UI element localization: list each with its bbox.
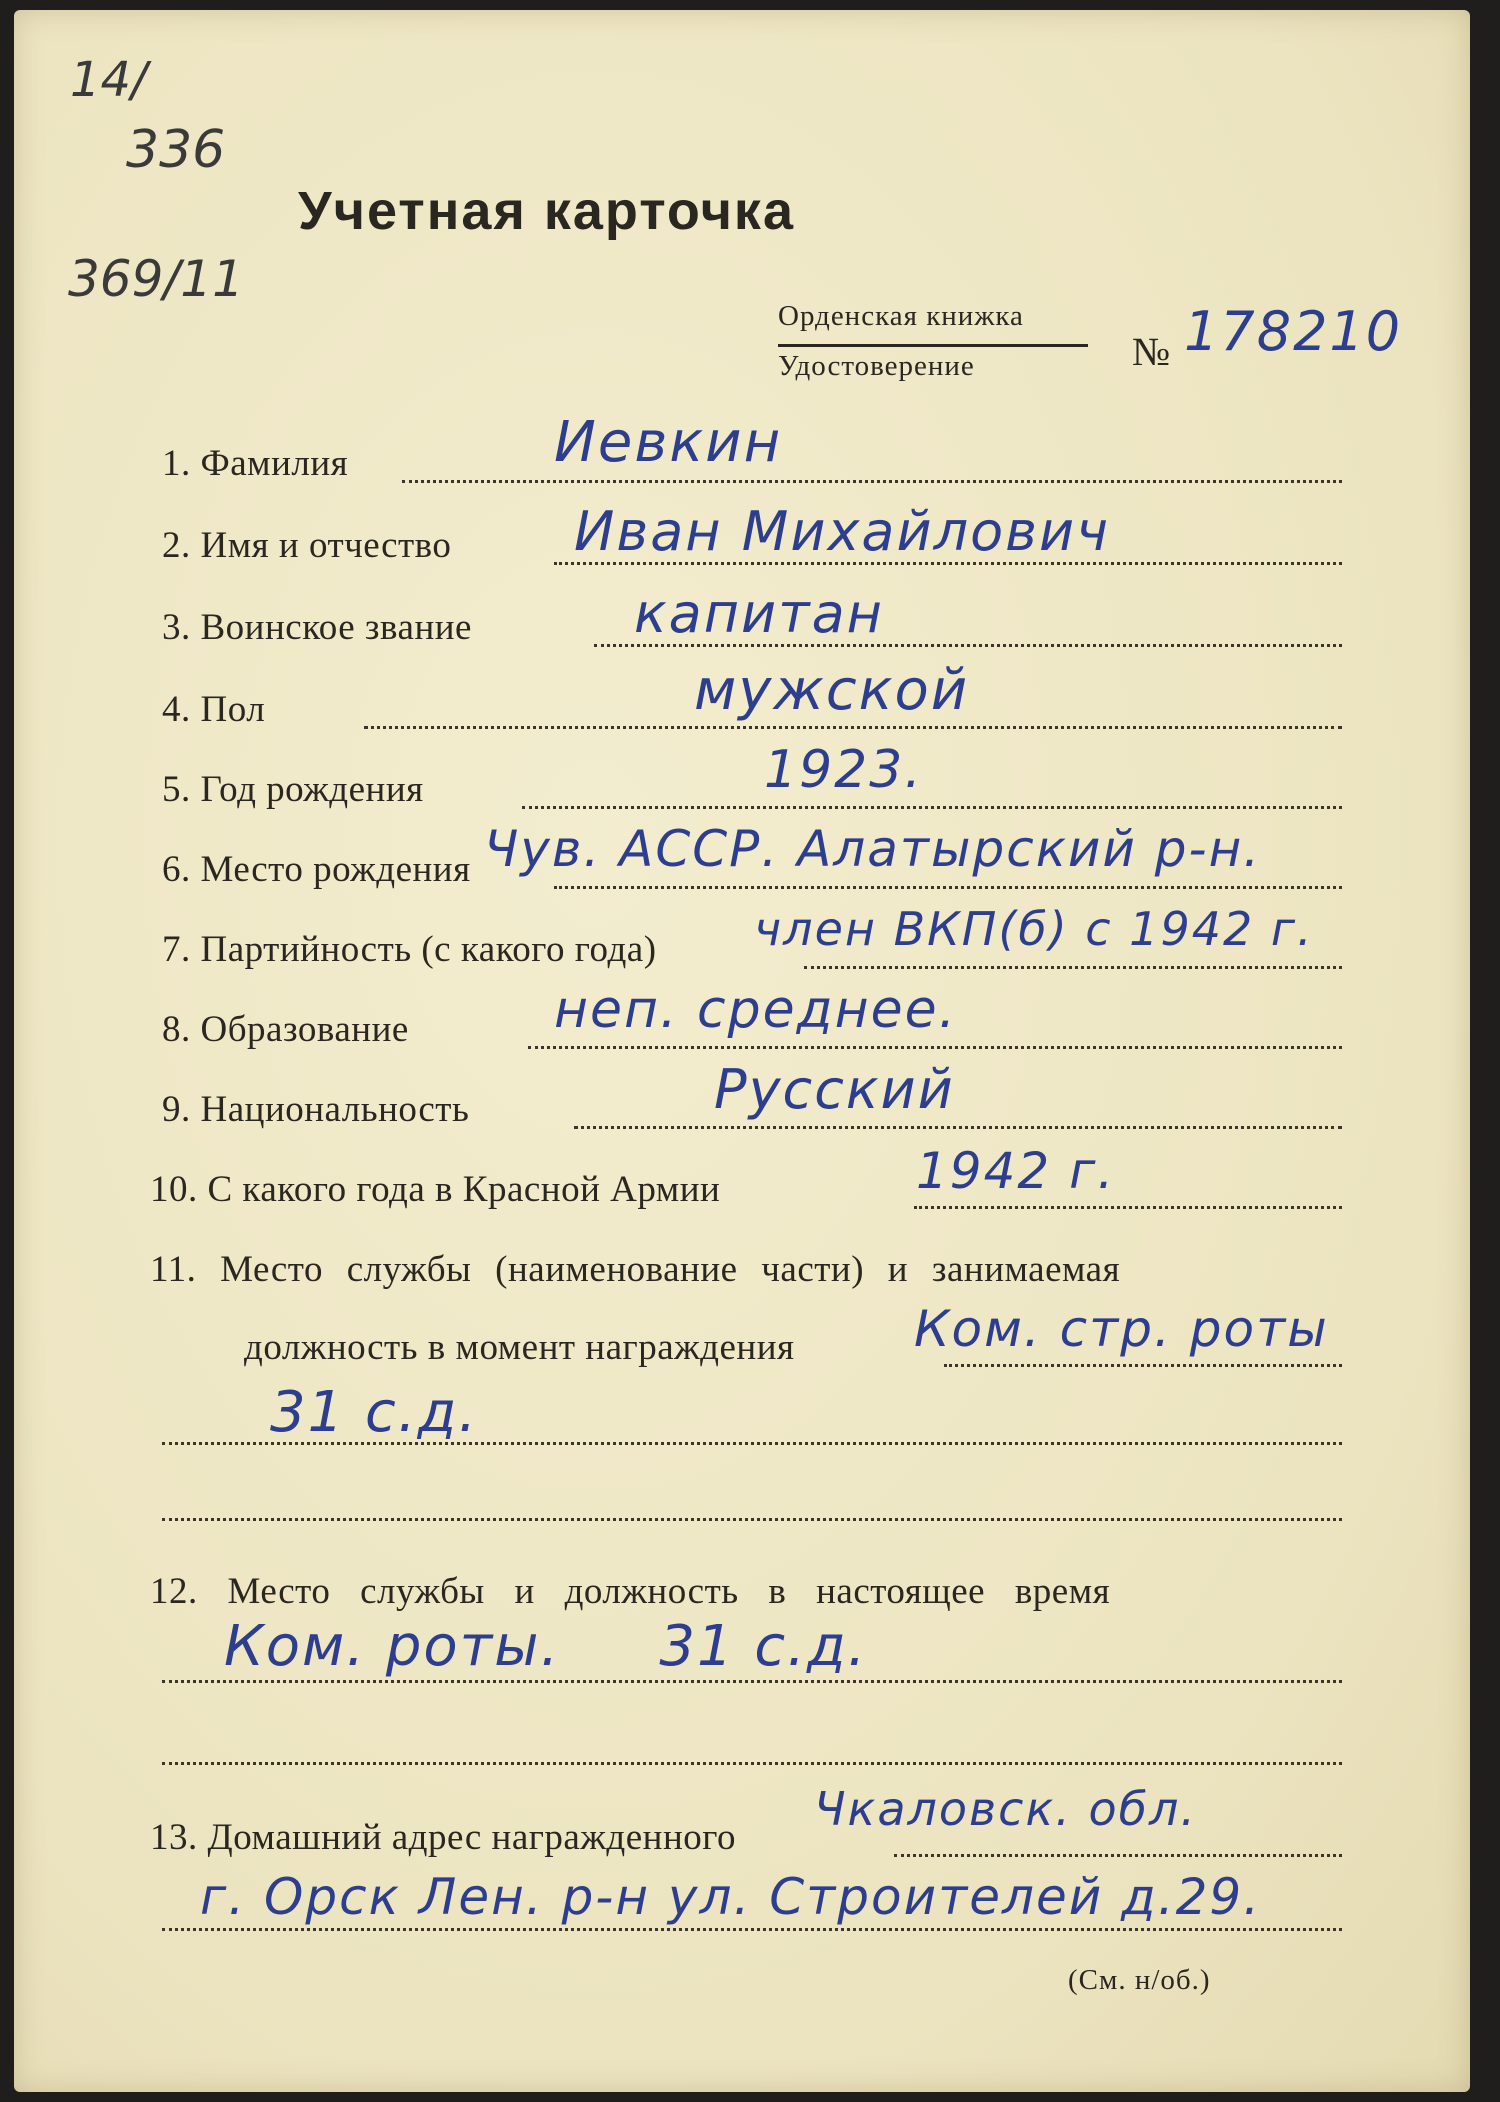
field13-value-address: г. Орск Лен. р-н ул. Строителей д.29. xyxy=(200,1868,1262,1926)
field13-line2 xyxy=(162,1928,1342,1931)
field-value-army-year: 1942 г. xyxy=(916,1142,1116,1200)
field-label-birthplace: 6. Место рождения xyxy=(162,849,471,890)
field-value-name: Иван Михайлович xyxy=(574,500,1110,563)
field-label-party: 7. Партийность (с какого года) xyxy=(162,929,657,970)
field-label-nationality: 9. Национальность xyxy=(162,1089,470,1130)
order-book-label: Орденская книжка xyxy=(778,300,1024,332)
card-title: Учетная карточка xyxy=(298,181,795,241)
field-value-party: член ВКП(б) с 1942 г. xyxy=(754,902,1314,956)
field12-line1 xyxy=(162,1680,1342,1683)
field-label-birth-year: 5. Год рождения xyxy=(162,769,424,810)
field11-line1 xyxy=(944,1364,1342,1367)
field12-line2 xyxy=(162,1762,1342,1765)
field-line-birthplace xyxy=(554,886,1342,889)
field-line-army-year xyxy=(914,1206,1342,1209)
field13-label: 13. Домашний адрес награжденного xyxy=(150,1817,737,1858)
order-book-number: 178210 xyxy=(1184,300,1403,363)
field11-line3 xyxy=(162,1518,1342,1521)
field12-value: Ком. роты. 31 с.д. xyxy=(224,1614,868,1679)
number-sign: № xyxy=(1132,329,1171,374)
field-line-birth-year xyxy=(522,806,1342,809)
field-label-rank: 3. Воинское звание xyxy=(162,607,472,648)
field-value-sex: мужской xyxy=(694,658,970,723)
field-line-sex xyxy=(364,726,1342,729)
field-label-army-year: 10. С какого года в Красной Армии xyxy=(150,1169,721,1210)
field-value-surname: Иевкин xyxy=(554,410,783,475)
field-line-nationality xyxy=(574,1126,1342,1129)
certificate-label: Удостоверение xyxy=(778,350,975,382)
field11-value-unit: 31 с.д. xyxy=(270,1380,479,1445)
field-value-rank: капитан xyxy=(634,582,884,645)
field13-value-region: Чкаловск. обл. xyxy=(814,1782,1198,1836)
record-card xyxy=(14,10,1470,2092)
field11-label-line2: должность в момент награждения xyxy=(244,1327,795,1368)
field-line-surname xyxy=(402,480,1342,483)
field11-value-position: Ком. стр. роты xyxy=(914,1300,1329,1358)
field-label-surname: 1. Фамилия xyxy=(162,443,349,484)
field-line-party xyxy=(804,966,1342,969)
field-label-sex: 4. Пол xyxy=(162,689,266,730)
field-value-birthplace: Чув. АССР. Алатырский р-н. xyxy=(484,820,1262,878)
archive-mark-mid: 336 xyxy=(126,120,226,180)
archive-mark-top: 14/ xyxy=(70,52,148,108)
field-value-nationality: Русский xyxy=(714,1058,955,1121)
header-divider xyxy=(778,344,1088,347)
field13-line1 xyxy=(894,1854,1342,1857)
field-value-education: неп. среднее. xyxy=(554,980,958,1040)
field11-label-line1: 11. Место службы (наименование части) и занимаемая xyxy=(150,1249,1121,1290)
archive-mark-bottom: 369/11 xyxy=(68,250,244,308)
field-label-education: 8. Образование xyxy=(162,1009,409,1050)
field12-label: 12. Место службы и должность в настоящее время xyxy=(150,1571,1111,1612)
footer-note: (См. н/об.) xyxy=(1068,1964,1211,1996)
field-value-birth-year: 1923. xyxy=(764,740,923,800)
field-label-name: 2. Имя и отчество xyxy=(162,525,452,566)
field-line-education xyxy=(528,1046,1342,1049)
